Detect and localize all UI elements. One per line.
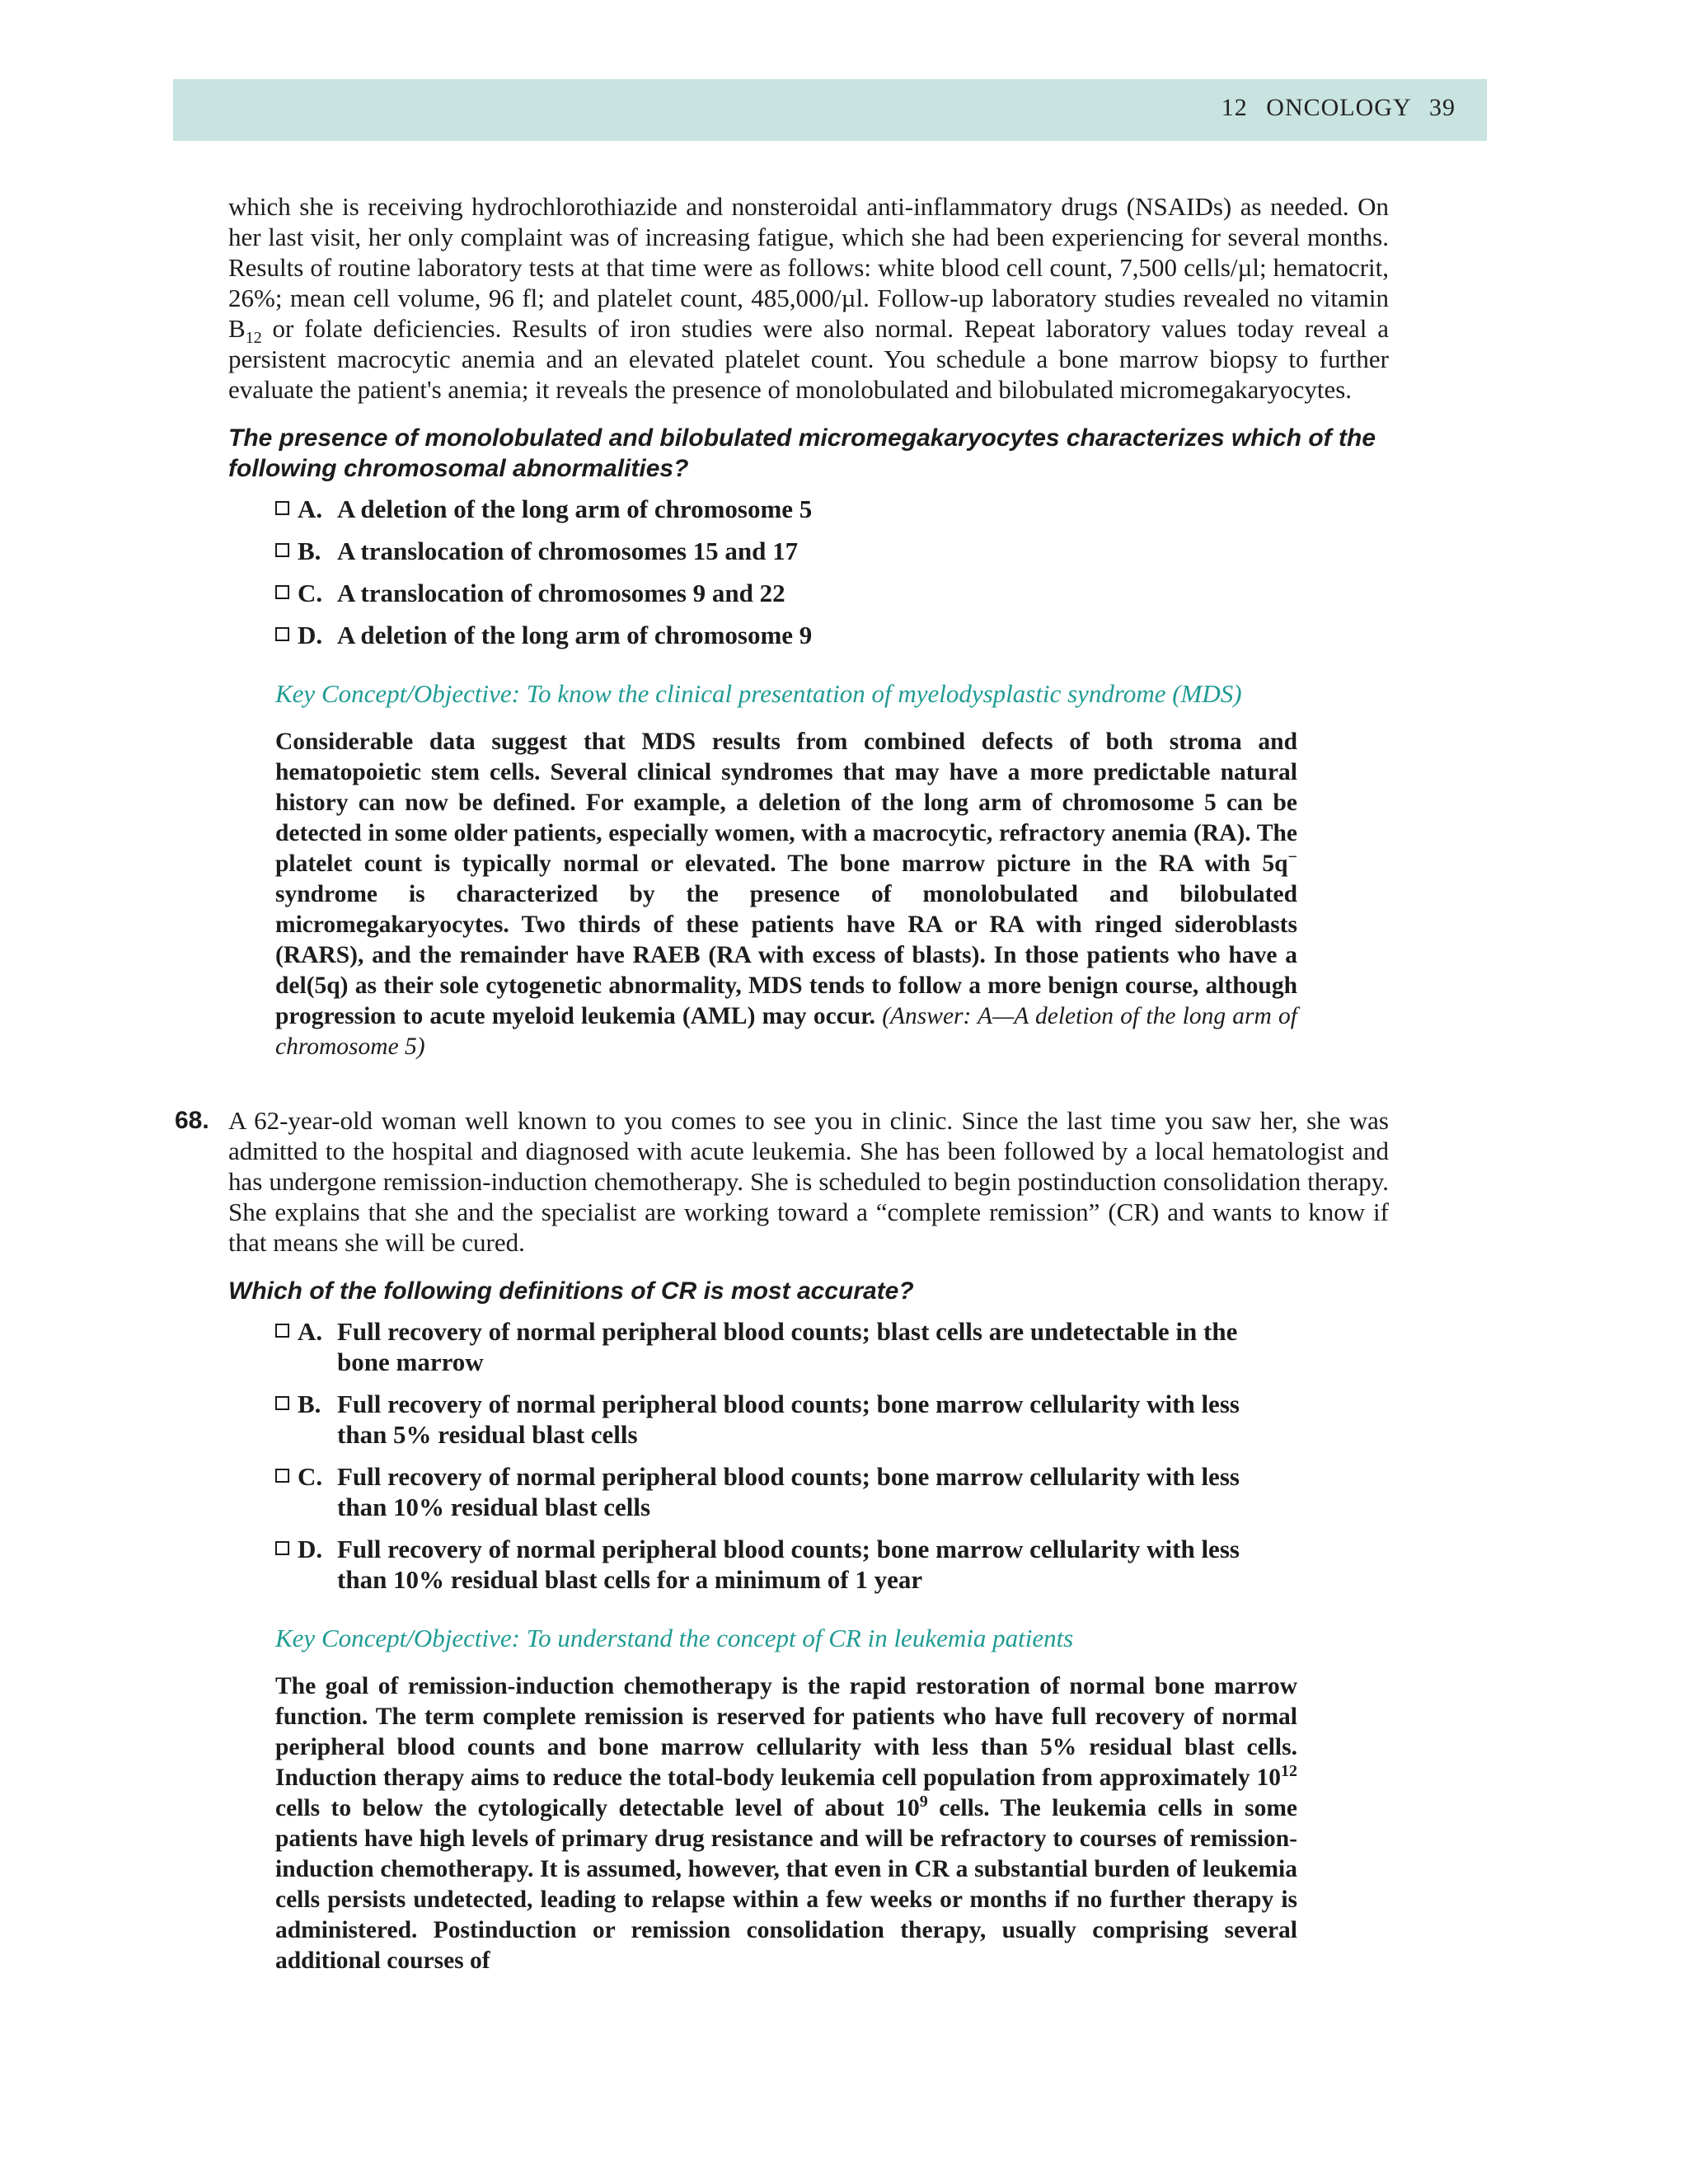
option-text: A deletion of the long arm of chromosome 9 [337,621,813,649]
q68-option-b[interactable] [274,1389,1246,1450]
q67-options [228,494,1246,650]
question-68 [175,1105,1389,1258]
q68-explanation-text-b: cells to below the cytologically detectable level of about 10 [275,1795,920,1821]
checkbox-icon[interactable] [275,1541,289,1555]
chapter-number: 12 [1221,94,1248,121]
q68-explanation-text-a: The goal of remission-induction chemotherapy is the rapid restoration of normal bone marrow function. The term complete remission is reserved for patients who have full recovery of normal peripheral blood counts and bone marrow cellularity with less than 5% residual blast cells. Induction therapy aims to reduce the total-body leukemia cell population from approximately 10 [275,1673,1297,1791]
q68-key-concept: Key Concept/Objective: To understand the concept of CR in leukemia patients [275,1624,1074,1652]
q68-options [228,1316,1246,1595]
q68-stem: A 62-year-old woman well known to you comes to see you in clinic. Since the last time you saw her, she was admitted to the hospital and diagnosed with acute leukemia. She has been followed by a local hematologist and has undergone remission-induction chemotherapy. She is scheduled to begin postinduction consolidation therapy. She explains that she and the specialist are working toward a “complete remission” (CR) and wants to know if that means she will be cured. [228,1106,1389,1257]
option-letter: B. [298,1390,321,1418]
q68-option-c[interactable] [274,1461,1246,1522]
checkbox-icon[interactable] [275,501,289,515]
q67-option-d[interactable] [274,620,1246,650]
option-text: Full recovery of normal peripheral blood counts; bone marrow cellularity with less than 5% residual blast cells [337,1390,1240,1449]
q67-question: The presence of monolobulated and bilobulated micromegakaryocytes characterizes which of the following chromosomal abnormalities? [228,424,1376,482]
q67-explanation [275,727,1297,1062]
option-text: A deletion of the long arm of chromosome 5 [337,494,813,523]
running-header [173,79,1487,141]
q68-option-d[interactable] [274,1534,1246,1595]
checkbox-icon[interactable] [275,543,289,557]
q68-explanation [275,1671,1297,1976]
q67-option-a[interactable] [274,494,1246,524]
option-letter: C. [298,1462,323,1491]
option-text: A translocation of chromosomes 9 and 22 [337,579,785,607]
q67-stem-subscript: 12 [245,329,262,348]
q67-stem-text-a: which she is receiving hydrochlorothiazide and nonsteroidal anti-inflammatory drugs (NSAIDs) as needed. On her last visit, her only complaint was of increasing fatigue, which she had been experiencing for several months. Results of routine laboratory tests at that time were as follows: white blood cell count, 7,500 cells/µl; hematocrit, 26%; mean cell volume, 96 fl; and platelet count, 485,000/µl. Follow-up laboratory studies revealed no vitamin B [228,192,1389,343]
option-letter: A. [298,1317,323,1346]
checkbox-icon[interactable] [275,1469,289,1483]
q67-explanation-superscript: − [1287,848,1297,867]
q67-explanation-text-a: Considerable data suggest that MDS results from combined defects of both stroma and hematopoietic stem cells. Several clinical syndromes that may have a more predictable natural history can now be defined. For example, a deletion of the long arm of chromosome 5 can be detected in some older patients, especially women, with a macrocytic, refractory anemia (RA). The platelet count is typically normal or elevated. The bone marrow picture in the RA with 5q [275,729,1297,877]
page-number: 39 [1429,94,1456,121]
option-text: Full recovery of normal peripheral blood counts; bone marrow cellularity with less than 10% residual blast cells [337,1462,1240,1521]
checkbox-icon[interactable] [275,585,289,599]
checkbox-icon[interactable] [275,1324,289,1338]
q68-explanation-superscript-2: 9 [919,1793,928,1811]
q67-option-c[interactable] [274,578,1246,608]
option-letter: B. [298,537,321,565]
checkbox-icon[interactable] [275,627,289,641]
page-content [175,191,1389,1976]
running-head-text [1210,94,1456,122]
option-text: Full recovery of normal peripheral blood counts; blast cells are undetectable in the bone marrow [337,1317,1238,1376]
option-letter: C. [298,579,323,607]
chapter-title: ONCOLOGY [1266,94,1411,121]
q68-option-a[interactable] [274,1316,1246,1377]
option-text: A translocation of chromosomes 15 and 17 [337,537,799,565]
option-letter: D. [298,621,323,649]
q67-explanation-text-b: syndrome is characterized by the presence of monolobulated and bilobulated micromegakaryocytes. Two thirds of these patients have RA or RA with ringed sideroblasts (RARS), and the remainder have RAEB (RA with excess of blasts). In those patients who have a del(5q) as their sole cytogenetic abnormality, MDS tends to follow a more benign course, although progression to acute myeloid leukemia (AML) may occur. [275,881,1297,1029]
option-letter: D. [298,1535,323,1563]
q68-question: Which of the following definitions of CR is most accurate? [228,1277,914,1305]
q68-explanation-text-c: cells. The leukemia cells in some patients have high levels of primary drug resistance and will be refractory to courses of remission-induction chemotherapy. It is assumed, however, that even in CR a substantial burden of leukemia cells persists undetected, leading to relapse within a few weeks or months if no further therapy is administered. Postinduction or remission consolidation therapy, usually comprising several additional courses of [275,1795,1297,1974]
option-letter: A. [298,494,323,523]
option-text: Full recovery of normal peripheral blood counts; bone marrow cellularity with less than 10% residual blast cells for a minimum of 1 year [337,1535,1240,1594]
q67-stem-text-b: or folate deficiencies. Results of iron studies were also normal. Repeat laboratory values today reveal a persistent macrocytic anemia and an elevated platelet count. You schedule a bone marrow biopsy to further evaluate the patient's anemia; it reveals the presence of monolobulated and bilobulated micromegakaryocytes. [228,314,1389,404]
q67-option-b[interactable] [274,536,1246,566]
q67-key-concept: Key Concept/Objective: To know the clinical presentation of myelodysplastic syndrome (MDS) [275,679,1242,708]
question-number: 68. [175,1107,209,1134]
q67-stem [228,191,1389,405]
q67-answer: (Answer: A—A deletion of the long arm of chromosome 5) [275,1003,1297,1060]
checkbox-icon[interactable] [275,1396,289,1410]
q68-explanation-superscript-1: 12 [1281,1762,1297,1781]
